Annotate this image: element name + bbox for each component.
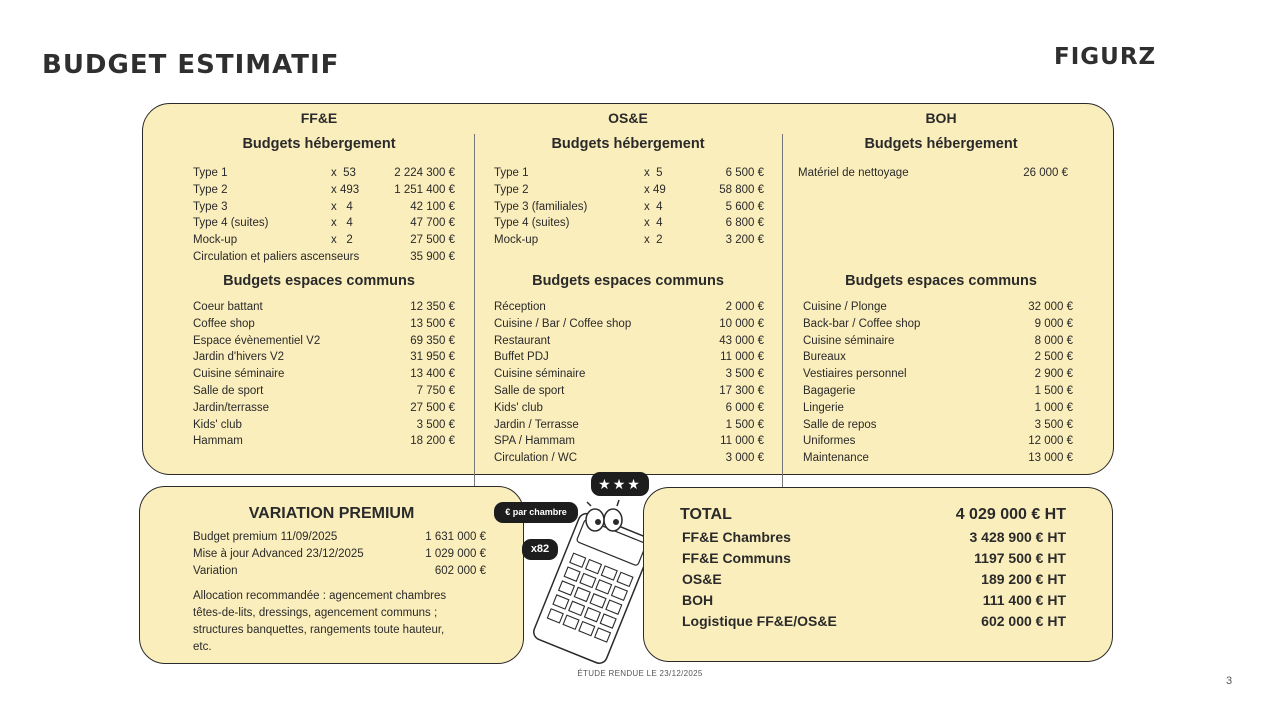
row-label: Bagagerie	[803, 384, 856, 397]
row-amount: 27 500 €	[410, 401, 455, 414]
budget-row	[193, 249, 455, 266]
boh-communs-title: Budgets espaces communs	[845, 273, 1037, 289]
row-amount: 2 224 300 €	[394, 167, 455, 179]
row-label: Kids' club	[193, 418, 242, 431]
row-amount: 32 000 €	[1028, 301, 1073, 313]
budget-row	[193, 366, 455, 383]
ose-communs-title: Budgets espaces communs	[532, 273, 724, 289]
total-breakdown-amount: 1197 500 € HT	[974, 550, 1066, 566]
total-breakdown-amount: 111 400 € HT	[982, 592, 1066, 608]
ffe-title: FF&E	[300, 110, 338, 126]
row-amount: 6 000 €	[725, 401, 764, 414]
row-quantity: x 49	[644, 183, 666, 196]
total-breakdown-label: Logistique FF&E/OS&E	[682, 613, 837, 629]
row-label: Back-bar / Coffee shop	[803, 317, 921, 330]
total-panel	[643, 487, 1113, 662]
budget-panel	[142, 103, 1114, 475]
budget-row	[494, 182, 764, 199]
total-breakdown-row	[682, 592, 1066, 608]
row-amount: 27 500 €	[410, 234, 455, 247]
budget-row	[193, 199, 455, 216]
row-amount: 58 800 €	[719, 183, 764, 196]
total-breakdown-label: BOH	[682, 592, 714, 608]
ffe-communs-list	[193, 299, 455, 450]
ose-column	[483, 104, 773, 474]
budget-row	[494, 299, 764, 316]
budget-row	[193, 316, 455, 333]
budget-row	[803, 316, 1073, 333]
budget-row	[803, 417, 1073, 434]
budget-row	[193, 333, 455, 350]
budget-row	[494, 349, 764, 366]
row-amount: 11 000 €	[720, 435, 764, 448]
row-label: Restaurant	[494, 334, 551, 347]
row-amount: 9 000 €	[1034, 317, 1073, 330]
row-label: Kids' club	[494, 401, 543, 414]
row-label: Coeur battant	[193, 301, 263, 313]
budget-row	[494, 417, 764, 434]
row-amount: 5 600 €	[725, 200, 764, 213]
footer-date: ÉTUDE RENDUE LE 23/12/2025	[577, 669, 703, 678]
stars-bubble: ★★★	[591, 472, 649, 496]
budget-row	[803, 383, 1073, 400]
row-amount: 12 350 €	[410, 301, 455, 313]
row-quantity: x 2	[644, 234, 663, 247]
row-quantity: x 4	[644, 217, 663, 230]
row-amount: 1 500 €	[1034, 384, 1073, 397]
row-label: Cuisine / Plonge	[803, 301, 887, 313]
budget-row	[494, 433, 764, 450]
boh-hebergement-list	[798, 165, 1068, 182]
row-label: Mock-up	[494, 234, 539, 247]
row-label: Type 1	[494, 167, 529, 179]
row-amount: 13 400 €	[410, 368, 455, 381]
row-amount: 1 500 €	[725, 418, 764, 431]
row-label: Jardin/terrasse	[193, 401, 270, 414]
budget-row	[193, 215, 455, 232]
ose-communs-list	[494, 299, 764, 467]
budget-row	[494, 165, 764, 182]
row-amount: 12 000 €	[1028, 435, 1073, 448]
row-label: Cuisine séminaire	[803, 334, 895, 347]
row-quantity: x 4	[331, 200, 353, 213]
variation-note	[193, 588, 493, 656]
row-label: Salle de repos	[803, 418, 877, 431]
row-label: Variation	[193, 564, 238, 577]
row-quantity: x 493	[331, 183, 360, 196]
row-label: Maintenance	[803, 452, 869, 465]
variation-list	[193, 529, 486, 579]
row-amount: 47 700 €	[410, 217, 455, 230]
total-breakdown-label: FF&E Communs	[682, 550, 791, 566]
budget-row	[193, 383, 455, 400]
boh-hebergement-title: Budgets hébergement	[864, 136, 1018, 152]
row-amount: 17 300 €	[719, 384, 764, 397]
row-label: Type 2	[193, 183, 228, 196]
total-breakdown-amount: 189 200 € HT	[981, 571, 1066, 587]
row-amount: 8 000 €	[1034, 334, 1073, 347]
row-label: Salle de sport	[193, 384, 264, 397]
row-label: Cuisine / Bar / Coffee shop	[494, 317, 632, 330]
total-breakdown-row	[682, 613, 1066, 629]
row-quantity: x 4	[331, 217, 353, 230]
row-label: Hammam	[193, 435, 243, 448]
budget-row	[193, 400, 455, 417]
total-breakdown-label: OS&E	[682, 571, 722, 587]
budget-row	[193, 349, 455, 366]
row-amount: 31 950 €	[410, 351, 455, 364]
total-amount: 4 029 000 € HT	[955, 506, 1066, 523]
budget-row	[803, 433, 1073, 450]
variation-panel	[139, 486, 524, 664]
ose-title: OS&E	[608, 110, 648, 126]
budget-row	[193, 529, 486, 546]
row-label: Réception	[494, 301, 546, 313]
count-bubble: x82	[522, 539, 558, 560]
row-label: Cuisine séminaire	[193, 368, 285, 381]
budget-row	[803, 366, 1073, 383]
row-label: Matériel de nettoyage	[798, 167, 909, 179]
row-amount: 10 000 €	[719, 317, 764, 330]
budget-row	[193, 299, 455, 316]
boh-communs-list	[803, 299, 1073, 467]
budget-row	[193, 563, 486, 580]
row-amount: 2 500 €	[1034, 351, 1073, 364]
row-amount: 13 000 €	[1028, 452, 1073, 465]
budget-row	[494, 232, 764, 249]
budget-row	[494, 383, 764, 400]
variation-title: VARIATION PREMIUM	[248, 505, 415, 522]
budget-row	[193, 182, 455, 199]
row-quantity: x 5	[644, 167, 663, 179]
row-quantity: x 2	[331, 234, 353, 247]
row-quantity: x 4	[644, 200, 663, 213]
budget-row	[494, 215, 764, 232]
row-label: Type 4 (suites)	[494, 217, 570, 230]
row-label: Cuisine séminaire	[494, 368, 586, 381]
budget-row	[494, 199, 764, 216]
budget-row	[193, 546, 486, 563]
row-amount: 3 500 €	[725, 368, 764, 381]
row-amount: 43 000 €	[719, 334, 764, 347]
row-quantity: x 53	[331, 167, 356, 179]
price-per-room-bubble: € par chambre	[494, 502, 578, 523]
row-label: Vestiaires personnel	[803, 368, 907, 381]
boh-title: BOH	[925, 110, 957, 126]
row-amount: 3 000 €	[725, 452, 764, 465]
row-amount: 1 631 000 €	[425, 531, 486, 543]
row-amount: 69 350 €	[410, 334, 455, 347]
budget-row	[494, 400, 764, 417]
row-label: Coffee shop	[193, 317, 255, 330]
row-label: Type 4 (suites)	[193, 217, 269, 230]
row-label: Circulation / WC	[494, 452, 578, 465]
row-amount: 1 000 €	[1034, 401, 1073, 414]
row-amount: 1 251 400 €	[394, 183, 455, 196]
row-label: Mise à jour Advanced 23/12/2025	[193, 547, 364, 560]
ffe-hebergement-title: Budgets hébergement	[242, 136, 396, 152]
total-breakdown-label: FF&E Chambres	[682, 529, 791, 545]
row-amount: 2 900 €	[1034, 368, 1073, 381]
row-label: Uniformes	[803, 435, 856, 448]
row-label: Circulation et paliers ascenseurs	[193, 250, 360, 263]
budget-row	[193, 433, 455, 450]
row-amount: 11 000 €	[720, 351, 764, 364]
row-amount: 3 200 €	[725, 234, 764, 247]
total-label: TOTAL	[680, 506, 732, 523]
row-label: Type 1	[193, 167, 228, 179]
row-label: Budget premium 11/09/2025	[193, 531, 338, 543]
row-label: Type 3	[193, 200, 228, 213]
budget-row	[494, 333, 764, 350]
budget-row	[193, 417, 455, 434]
row-label: Espace évènementiel V2	[193, 334, 321, 347]
row-label: Jardin d'hivers V2	[193, 351, 285, 364]
note-line: etc.	[193, 641, 212, 653]
total-breakdown-row	[682, 550, 1066, 566]
row-amount: 6 800 €	[725, 217, 764, 230]
budget-row	[798, 165, 1068, 182]
total-breakdown-row	[682, 571, 1066, 587]
budget-row	[803, 349, 1073, 366]
row-label: Salle de sport	[494, 384, 565, 397]
budget-row	[803, 299, 1073, 316]
row-amount: 7 750 €	[416, 384, 455, 397]
page-number: 3	[1226, 675, 1233, 687]
budget-row	[193, 232, 455, 249]
budget-row	[494, 450, 764, 467]
budget-row	[803, 400, 1073, 417]
total-breakdown-amount: 602 000 € HT	[981, 613, 1066, 629]
row-amount: 35 900 €	[410, 250, 455, 263]
row-amount: 18 200 €	[410, 435, 455, 448]
note-line: Allocation recommandée : agencement chambres	[193, 590, 447, 602]
ffe-column	[181, 104, 457, 474]
row-label: Mock-up	[193, 234, 238, 247]
total-breakdown-row	[682, 529, 1066, 545]
row-amount: 1 029 000 €	[425, 547, 486, 560]
budget-row	[494, 366, 764, 383]
row-amount: 3 500 €	[416, 418, 455, 431]
row-label: Jardin / Terrasse	[494, 418, 579, 431]
row-amount: 3 500 €	[1034, 418, 1073, 431]
budget-row	[803, 450, 1073, 467]
page-title: BUDGET ESTIMATIF	[42, 50, 340, 80]
brand-logo: FIGURZ	[1054, 44, 1157, 70]
row-amount: 13 500 €	[410, 317, 455, 330]
row-amount: 602 000 €	[434, 564, 486, 577]
budget-row	[494, 316, 764, 333]
row-label: Type 3 (familiales)	[494, 200, 588, 213]
row-amount: 6 500 €	[725, 167, 764, 179]
total-breakdown-amount: 3 428 900 € HT	[969, 529, 1066, 545]
ffe-communs-title: Budgets espaces communs	[223, 273, 415, 289]
row-label: SPA / Hammam	[494, 435, 575, 448]
row-label: Lingerie	[803, 401, 844, 414]
row-label: Buffet PDJ	[494, 351, 549, 364]
budget-row	[803, 333, 1073, 350]
row-label: Type 2	[494, 183, 529, 196]
ose-hebergement-list	[494, 165, 764, 249]
boh-column	[791, 104, 1091, 474]
row-amount: 2 000 €	[725, 301, 764, 313]
row-amount: 26 000 €	[1023, 167, 1068, 179]
ose-hebergement-title: Budgets hébergement	[551, 136, 705, 152]
total-main-row	[680, 506, 1066, 524]
row-label: Bureaux	[803, 351, 846, 364]
note-line: structures banquettes, rangements toute hauteur,	[193, 624, 445, 636]
budget-row	[193, 165, 455, 182]
ffe-hebergement-list	[193, 165, 455, 266]
note-line: têtes-de-lits, dressings, agencement communs ;	[193, 607, 438, 619]
row-amount: 42 100 €	[410, 200, 455, 213]
